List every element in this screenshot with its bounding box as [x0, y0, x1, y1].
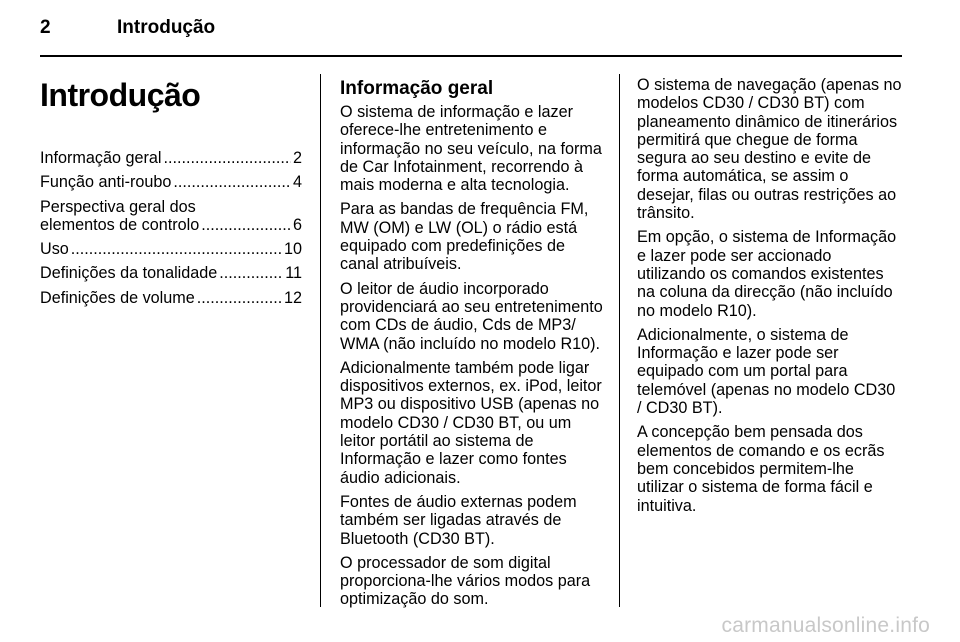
toc-label: Definições da tonalidade: [40, 264, 218, 283]
toc-leader: [71, 240, 282, 258]
header-rule: [40, 55, 902, 57]
column-general-info: [340, 76, 606, 615]
section-heading: Informação geral: [340, 78, 494, 99]
toc-entry[interactable]: [40, 149, 302, 167]
toc-leader: [163, 149, 291, 167]
chapter-title: Introdução: [40, 77, 201, 113]
body-paragraph: O processador de som digital proporciona-lhe vários modos para optimização do som.: [340, 553, 591, 609]
toc-leader: [201, 216, 291, 234]
column-divider: [619, 74, 620, 607]
page-number: 2: [40, 17, 51, 38]
toc-page: 6: [292, 215, 302, 234]
toc-entry[interactable]: [40, 264, 302, 282]
column-navigation-info: [637, 76, 904, 521]
body-paragraph: O sistema de navegação (apenas no modelos CD30 / CD30 BT) com planeamento dinâmico de itinerários permitirá que chegue de forma segura ao seu destino e evite de forma automática, se assim o desejar, filas ou outras restrições ao trânsito.: [637, 76, 902, 223]
toc-entry[interactable]: [40, 173, 302, 191]
toc-label: Definições de volume: [40, 288, 195, 307]
toc-entry[interactable]: [40, 198, 302, 235]
toc-label: Perspectiva geral dos elementos de controlo: [40, 197, 200, 234]
body-paragraph: Em opção, o sistema de Informação e lazer pode ser accionado utilizando os comandos existentes na coluna da direcção (não incluído no modelo R10).: [637, 228, 897, 320]
body-paragraph: Para as bandas de frequência FM, MW (OM) e LW (OL) o rádio está equipado com predefinições de canal atribuíveis.: [340, 200, 589, 274]
toc-page: 11: [285, 264, 302, 283]
body-paragraph: Adicionalmente também pode ligar dispositivos externos, ex. iPod, leitor MP3 ou dispositivo USB (apenas no modelo CD30 / CD30 BT, ou um leitor portátil ao sistema de Informação e lazer como fontes áudio adicionais.: [340, 358, 602, 487]
toc-entry[interactable]: [40, 289, 302, 307]
watermark: carmanualsonline.info: [721, 614, 930, 637]
column-toc: [40, 76, 302, 313]
toc-leader: [197, 289, 282, 307]
toc-leader: [219, 264, 283, 282]
body-paragraph: O leitor de áudio incorporado providenciará ao seu entretenimento com CDs de áudio, Cds de MP3/ WMA (não incluído no modelo R10).: [340, 279, 603, 353]
toc-leader: [173, 173, 291, 191]
toc-page: 12: [283, 288, 302, 307]
body-paragraph: Adicionalmente, o sistema de Informação e lazer pode ser equipado com um portal para telemóvel (apenas no modelo CD30 / CD30 BT).: [637, 325, 896, 418]
body-paragraph: O sistema de informação e lazer oferece-lhe entretenimento e informação no seu veículo, na forma de Car Infotainment, recorrendo à mais moderna e alta tecnologia.: [340, 103, 602, 195]
column-divider: [320, 74, 321, 607]
table-of-contents: [40, 149, 302, 307]
toc-label: Uso: [40, 240, 69, 259]
toc-label: Função anti-roubo: [40, 173, 172, 192]
body-paragraph: A concepção bem pensada dos elementos de comando e os ecrãs bem concebidos permitem-lhe utilizar o sistema de forma fácil e intuitiva.: [637, 423, 885, 515]
running-title: Introdução: [117, 17, 216, 38]
toc-page: 2: [292, 149, 302, 167]
toc-page: 10: [283, 240, 302, 259]
toc-entry[interactable]: [40, 240, 302, 258]
toc-label: Informação geral: [40, 149, 162, 167]
toc-page: 4: [292, 173, 302, 192]
body-paragraph: Fontes de áudio externas podem também ser ligadas através de Bluetooth (CD30 BT).: [340, 492, 577, 548]
